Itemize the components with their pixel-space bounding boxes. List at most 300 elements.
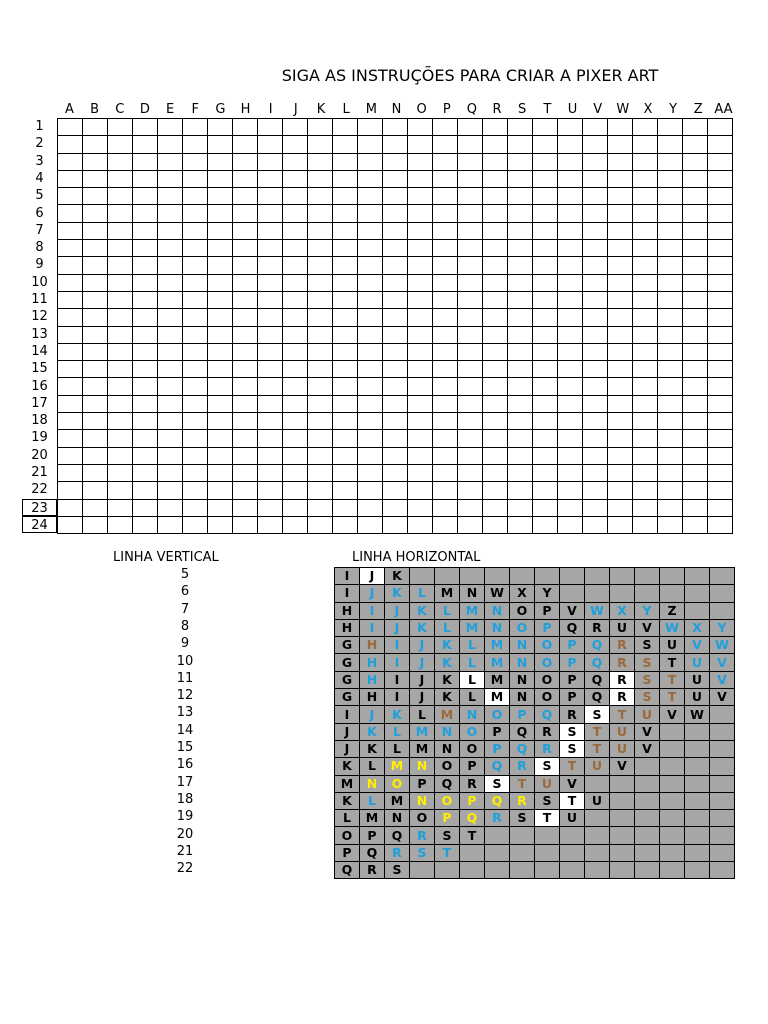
grid-cell[interactable] (558, 170, 583, 187)
grid-cell[interactable] (283, 222, 308, 239)
grid-cell[interactable] (58, 464, 83, 481)
grid-cell[interactable] (283, 482, 308, 499)
grid-cell[interactable] (333, 326, 358, 343)
grid-cell[interactable] (558, 188, 583, 205)
grid-cell[interactable] (133, 343, 158, 360)
grid-cell[interactable] (83, 188, 108, 205)
grid-cell[interactable] (333, 464, 358, 481)
grid-cell[interactable] (483, 188, 508, 205)
grid-cell[interactable] (483, 499, 508, 516)
grid-cell[interactable] (83, 240, 108, 257)
grid-cell[interactable] (208, 326, 233, 343)
grid-cell[interactable] (533, 257, 558, 274)
grid-cell[interactable] (508, 205, 533, 222)
grid-cell[interactable] (433, 326, 458, 343)
grid-cell[interactable] (433, 257, 458, 274)
grid-cell[interactable] (683, 395, 708, 412)
grid-cell[interactable] (708, 395, 733, 412)
grid-cell[interactable] (458, 188, 483, 205)
grid-cell[interactable] (208, 378, 233, 395)
grid-cell[interactable] (533, 378, 558, 395)
grid-cell[interactable] (333, 430, 358, 447)
grid-cell[interactable] (108, 170, 133, 187)
grid-cell[interactable] (308, 516, 333, 533)
grid-cell[interactable] (483, 516, 508, 533)
grid-cell[interactable] (58, 326, 83, 343)
grid-cell[interactable] (83, 464, 108, 481)
grid-cell[interactable] (383, 274, 408, 291)
grid-cell[interactable] (208, 413, 233, 430)
grid-cell[interactable] (333, 378, 358, 395)
grid-cell[interactable] (283, 326, 308, 343)
grid-cell[interactable] (283, 516, 308, 533)
grid-cell[interactable] (333, 119, 358, 136)
grid-cell[interactable] (533, 464, 558, 481)
grid-cell[interactable] (383, 257, 408, 274)
grid-cell[interactable] (408, 516, 433, 533)
grid-cell[interactable] (158, 430, 183, 447)
grid-cell[interactable] (358, 378, 383, 395)
grid-cell[interactable] (208, 119, 233, 136)
grid-cell[interactable] (708, 274, 733, 291)
grid-cell[interactable] (408, 378, 433, 395)
grid-cell[interactable] (458, 395, 483, 412)
grid-cell[interactable] (483, 291, 508, 308)
grid-cell[interactable] (583, 413, 608, 430)
grid-cell[interactable] (558, 447, 583, 464)
grid-cell[interactable] (683, 343, 708, 360)
grid-cell[interactable] (683, 274, 708, 291)
grid-cell[interactable] (658, 464, 683, 481)
grid-cell[interactable] (258, 291, 283, 308)
grid-cell[interactable] (233, 188, 258, 205)
grid-cell[interactable] (383, 205, 408, 222)
grid-cell[interactable] (358, 447, 383, 464)
grid-cell[interactable] (383, 499, 408, 516)
grid-cell[interactable] (433, 378, 458, 395)
grid-cell[interactable] (258, 188, 283, 205)
grid-cell[interactable] (458, 430, 483, 447)
grid-cell[interactable] (708, 499, 733, 516)
grid-cell[interactable] (358, 274, 383, 291)
grid-cell[interactable] (108, 413, 133, 430)
grid-cell[interactable] (558, 430, 583, 447)
grid-cell[interactable] (583, 309, 608, 326)
grid-cell[interactable] (233, 499, 258, 516)
grid-cell[interactable] (508, 361, 533, 378)
grid-cell[interactable] (58, 274, 83, 291)
grid-cell[interactable] (183, 499, 208, 516)
grid-cell[interactable] (458, 153, 483, 170)
grid-cell[interactable] (183, 170, 208, 187)
grid-cell[interactable] (183, 309, 208, 326)
grid-cell[interactable] (383, 378, 408, 395)
pixel-art-grid[interactable] (57, 118, 733, 534)
grid-cell[interactable] (708, 343, 733, 360)
grid-cell[interactable] (308, 170, 333, 187)
grid-cell[interactable] (58, 291, 83, 308)
grid-cell[interactable] (83, 257, 108, 274)
grid-cell[interactable] (308, 188, 333, 205)
grid-cell[interactable] (333, 136, 358, 153)
grid-cell[interactable] (208, 153, 233, 170)
grid-cell[interactable] (208, 361, 233, 378)
grid-cell[interactable] (233, 395, 258, 412)
grid-cell[interactable] (608, 153, 633, 170)
grid-cell[interactable] (358, 499, 383, 516)
grid-cell[interactable] (158, 222, 183, 239)
grid-cell[interactable] (108, 482, 133, 499)
grid-cell[interactable] (683, 222, 708, 239)
grid-cell[interactable] (158, 447, 183, 464)
grid-cell[interactable] (283, 464, 308, 481)
grid-cell[interactable] (633, 326, 658, 343)
grid-cell[interactable] (258, 153, 283, 170)
grid-cell[interactable] (208, 170, 233, 187)
grid-cell[interactable] (208, 222, 233, 239)
grid-cell[interactable] (158, 326, 183, 343)
grid-cell[interactable] (408, 309, 433, 326)
grid-cell[interactable] (683, 257, 708, 274)
grid-cell[interactable] (133, 361, 158, 378)
grid-cell[interactable] (233, 326, 258, 343)
grid-cell[interactable] (658, 274, 683, 291)
grid-cell[interactable] (58, 343, 83, 360)
grid-cell[interactable] (533, 430, 558, 447)
grid-cell[interactable] (458, 326, 483, 343)
grid-cell[interactable] (633, 205, 658, 222)
grid-cell[interactable] (333, 205, 358, 222)
grid-cell[interactable] (158, 343, 183, 360)
grid-cell[interactable] (83, 430, 108, 447)
grid-cell[interactable] (158, 413, 183, 430)
grid-cell[interactable] (633, 309, 658, 326)
grid-cell[interactable] (558, 222, 583, 239)
grid-cell[interactable] (533, 240, 558, 257)
grid-cell[interactable] (608, 361, 633, 378)
grid-cell[interactable] (258, 464, 283, 481)
grid-cell[interactable] (558, 482, 583, 499)
grid-cell[interactable] (283, 309, 308, 326)
grid-cell[interactable] (383, 395, 408, 412)
grid-cell[interactable] (708, 205, 733, 222)
grid-cell[interactable] (83, 343, 108, 360)
grid-cell[interactable] (383, 516, 408, 533)
grid-cell[interactable] (483, 378, 508, 395)
grid-cell[interactable] (458, 516, 483, 533)
grid-cell[interactable] (233, 361, 258, 378)
grid-cell[interactable] (308, 309, 333, 326)
grid-cell[interactable] (308, 153, 333, 170)
grid-cell[interactable] (158, 170, 183, 187)
grid-cell[interactable] (658, 499, 683, 516)
grid-cell[interactable] (558, 343, 583, 360)
grid-cell[interactable] (558, 274, 583, 291)
grid-cell[interactable] (708, 326, 733, 343)
grid-cell[interactable] (108, 309, 133, 326)
grid-cell[interactable] (208, 205, 233, 222)
grid-cell[interactable] (658, 413, 683, 430)
grid-cell[interactable] (683, 499, 708, 516)
grid-cell[interactable] (683, 205, 708, 222)
grid-cell[interactable] (558, 395, 583, 412)
grid-cell[interactable] (683, 447, 708, 464)
grid-cell[interactable] (233, 309, 258, 326)
grid-cell[interactable] (583, 205, 608, 222)
grid-cell[interactable] (58, 395, 83, 412)
grid-cell[interactable] (183, 464, 208, 481)
grid-cell[interactable] (258, 240, 283, 257)
grid-cell[interactable] (433, 205, 458, 222)
grid-cell[interactable] (658, 222, 683, 239)
grid-cell[interactable] (408, 395, 433, 412)
grid-cell[interactable] (158, 188, 183, 205)
grid-cell[interactable] (608, 240, 633, 257)
grid-cell[interactable] (333, 361, 358, 378)
grid-cell[interactable] (358, 516, 383, 533)
grid-cell[interactable] (633, 240, 658, 257)
grid-cell[interactable] (533, 119, 558, 136)
grid-cell[interactable] (58, 378, 83, 395)
grid-cell[interactable] (508, 343, 533, 360)
grid-cell[interactable] (608, 205, 633, 222)
grid-cell[interactable] (458, 378, 483, 395)
grid-cell[interactable] (683, 309, 708, 326)
grid-cell[interactable] (558, 326, 583, 343)
grid-cell[interactable] (58, 447, 83, 464)
grid-cell[interactable] (433, 499, 458, 516)
grid-cell[interactable] (533, 188, 558, 205)
grid-cell[interactable] (433, 482, 458, 499)
grid-cell[interactable] (408, 361, 433, 378)
grid-cell[interactable] (308, 464, 333, 481)
grid-cell[interactable] (633, 343, 658, 360)
grid-cell[interactable] (208, 309, 233, 326)
grid-cell[interactable] (83, 482, 108, 499)
grid-cell[interactable] (483, 482, 508, 499)
grid-cell[interactable] (533, 153, 558, 170)
grid-cell[interactable] (208, 499, 233, 516)
grid-cell[interactable] (183, 119, 208, 136)
grid-cell[interactable] (83, 378, 108, 395)
grid-cell[interactable] (433, 136, 458, 153)
grid-cell[interactable] (283, 378, 308, 395)
grid-cell[interactable] (483, 119, 508, 136)
grid-cell[interactable] (458, 136, 483, 153)
grid-cell[interactable] (683, 188, 708, 205)
grid-cell[interactable] (133, 119, 158, 136)
grid-cell[interactable] (358, 170, 383, 187)
grid-cell[interactable] (58, 222, 83, 239)
grid-cell[interactable] (658, 378, 683, 395)
grid-cell[interactable] (333, 413, 358, 430)
grid-cell[interactable] (383, 464, 408, 481)
grid-cell[interactable] (533, 222, 558, 239)
grid-cell[interactable] (433, 343, 458, 360)
grid-cell[interactable] (133, 395, 158, 412)
grid-cell[interactable] (458, 482, 483, 499)
grid-cell[interactable] (583, 188, 608, 205)
grid-cell[interactable] (258, 274, 283, 291)
grid-cell[interactable] (358, 430, 383, 447)
grid-cell[interactable] (208, 240, 233, 257)
grid-cell[interactable] (583, 240, 608, 257)
grid-cell[interactable] (558, 240, 583, 257)
grid-cell[interactable] (233, 516, 258, 533)
grid-cell[interactable] (333, 274, 358, 291)
grid-cell[interactable] (108, 188, 133, 205)
grid-cell[interactable] (708, 188, 733, 205)
grid-cell[interactable] (408, 447, 433, 464)
grid-cell[interactable] (408, 222, 433, 239)
grid-cell[interactable] (708, 464, 733, 481)
grid-cell[interactable] (583, 430, 608, 447)
grid-cell[interactable] (508, 326, 533, 343)
grid-cell[interactable] (258, 413, 283, 430)
grid-cell[interactable] (633, 170, 658, 187)
grid-cell[interactable] (708, 291, 733, 308)
grid-cell[interactable] (258, 343, 283, 360)
grid-cell[interactable] (358, 222, 383, 239)
grid-cell[interactable] (708, 119, 733, 136)
grid-cell[interactable] (633, 188, 658, 205)
grid-cell[interactable] (558, 291, 583, 308)
grid-cell[interactable] (658, 240, 683, 257)
grid-cell[interactable] (708, 378, 733, 395)
grid-cell[interactable] (383, 447, 408, 464)
grid-cell[interactable] (233, 170, 258, 187)
grid-cell[interactable] (433, 395, 458, 412)
grid-cell[interactable] (383, 222, 408, 239)
grid-cell[interactable] (58, 482, 83, 499)
grid-cell[interactable] (233, 447, 258, 464)
grid-cell[interactable] (158, 240, 183, 257)
grid-cell[interactable] (358, 464, 383, 481)
grid-cell[interactable] (658, 205, 683, 222)
grid-cell[interactable] (633, 257, 658, 274)
grid-cell[interactable] (608, 464, 633, 481)
grid-cell[interactable] (483, 413, 508, 430)
grid-cell[interactable] (633, 153, 658, 170)
grid-cell[interactable] (608, 343, 633, 360)
grid-cell[interactable] (208, 291, 233, 308)
grid-cell[interactable] (183, 395, 208, 412)
grid-cell[interactable] (108, 274, 133, 291)
grid-cell[interactable] (633, 413, 658, 430)
grid-cell[interactable] (83, 395, 108, 412)
grid-cell[interactable] (408, 170, 433, 187)
grid-cell[interactable] (583, 326, 608, 343)
grid-cell[interactable] (533, 291, 558, 308)
grid-cell[interactable] (108, 499, 133, 516)
grid-cell[interactable] (533, 274, 558, 291)
grid-cell[interactable] (233, 119, 258, 136)
grid-cell[interactable] (308, 119, 333, 136)
grid-cell[interactable] (683, 291, 708, 308)
grid-cell[interactable] (233, 291, 258, 308)
grid-cell[interactable] (508, 430, 533, 447)
grid-cell[interactable] (283, 361, 308, 378)
grid-cell[interactable] (308, 205, 333, 222)
grid-cell[interactable] (583, 343, 608, 360)
grid-cell[interactable] (258, 170, 283, 187)
grid-cell[interactable] (483, 274, 508, 291)
grid-cell[interactable] (208, 430, 233, 447)
grid-cell[interactable] (383, 291, 408, 308)
grid-cell[interactable] (308, 430, 333, 447)
grid-cell[interactable] (83, 499, 108, 516)
grid-cell[interactable] (508, 447, 533, 464)
grid-cell[interactable] (408, 343, 433, 360)
grid-cell[interactable] (608, 395, 633, 412)
grid-cell[interactable] (83, 309, 108, 326)
grid-cell[interactable] (208, 343, 233, 360)
grid-cell[interactable] (608, 188, 633, 205)
grid-cell[interactable] (633, 136, 658, 153)
grid-cell[interactable] (433, 153, 458, 170)
grid-cell[interactable] (558, 499, 583, 516)
grid-cell[interactable] (483, 257, 508, 274)
grid-cell[interactable] (708, 257, 733, 274)
grid-cell[interactable] (608, 170, 633, 187)
grid-cell[interactable] (108, 240, 133, 257)
grid-cell[interactable] (433, 516, 458, 533)
grid-cell[interactable] (708, 516, 733, 533)
grid-cell[interactable] (433, 309, 458, 326)
grid-cell[interactable] (458, 274, 483, 291)
grid-cell[interactable] (133, 222, 158, 239)
grid-cell[interactable] (533, 326, 558, 343)
grid-cell[interactable] (483, 240, 508, 257)
grid-cell[interactable] (183, 361, 208, 378)
grid-cell[interactable] (208, 395, 233, 412)
grid-cell[interactable] (108, 464, 133, 481)
grid-cell[interactable] (608, 119, 633, 136)
grid-cell[interactable] (308, 395, 333, 412)
grid-cell[interactable] (283, 274, 308, 291)
grid-cell[interactable] (58, 136, 83, 153)
grid-cell[interactable] (108, 205, 133, 222)
grid-cell[interactable] (133, 516, 158, 533)
grid-cell[interactable] (608, 499, 633, 516)
grid-cell[interactable] (58, 153, 83, 170)
grid-cell[interactable] (108, 291, 133, 308)
grid-cell[interactable] (208, 257, 233, 274)
grid-cell[interactable] (508, 413, 533, 430)
grid-cell[interactable] (708, 136, 733, 153)
grid-cell[interactable] (483, 395, 508, 412)
grid-cell[interactable] (108, 516, 133, 533)
grid-cell[interactable] (158, 499, 183, 516)
grid-cell[interactable] (508, 188, 533, 205)
grid-cell[interactable] (83, 119, 108, 136)
grid-cell[interactable] (283, 447, 308, 464)
grid-cell[interactable] (408, 413, 433, 430)
grid-cell[interactable] (358, 413, 383, 430)
grid-cell[interactable] (383, 430, 408, 447)
grid-cell[interactable] (458, 343, 483, 360)
grid-cell[interactable] (658, 257, 683, 274)
grid-cell[interactable] (233, 430, 258, 447)
grid-cell[interactable] (133, 430, 158, 447)
grid-cell[interactable] (83, 291, 108, 308)
grid-cell[interactable] (383, 309, 408, 326)
grid-cell[interactable] (408, 291, 433, 308)
grid-cell[interactable] (258, 378, 283, 395)
grid-cell[interactable] (308, 482, 333, 499)
grid-cell[interactable] (258, 430, 283, 447)
grid-cell[interactable] (608, 257, 633, 274)
